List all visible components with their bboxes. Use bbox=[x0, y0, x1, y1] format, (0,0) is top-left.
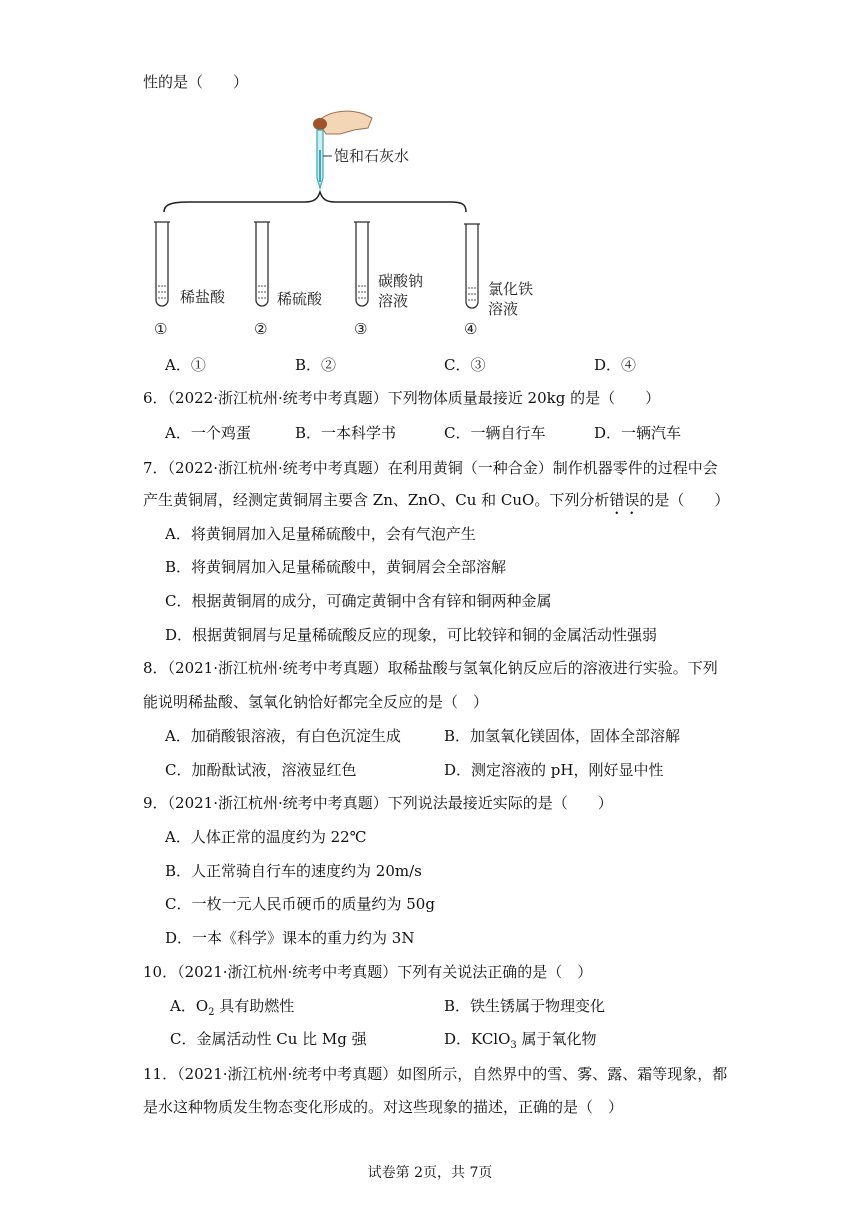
test-tube-1 bbox=[154, 222, 170, 306]
tube-4-label-line1: 氯化铁 bbox=[488, 280, 534, 298]
q10-option-d-post: 属于氧化物 bbox=[516, 1030, 597, 1048]
test-tubes-illustration bbox=[150, 100, 530, 345]
tube-1-number: ① bbox=[154, 320, 168, 338]
tube-3-label-line1: 碳酸钠 bbox=[378, 272, 424, 290]
q6-option-d[interactable]: D．一辆汽车 bbox=[594, 424, 682, 442]
q7-stem-line1: 7．（2022·浙江杭州·统考中考真题）在利用黄铜（一种合金）制作机器零件的过程中会 bbox=[143, 459, 718, 477]
q5-option-c[interactable]: C．③ bbox=[444, 356, 486, 374]
q6-option-b[interactable]: B．一本科学书 bbox=[295, 424, 397, 442]
q7-stem-line2 bbox=[143, 490, 729, 518]
dropper-label: 饱和石灰水 bbox=[334, 147, 410, 165]
q10-option-d-pre: D．KClO bbox=[444, 1030, 511, 1048]
q11-stem-line2: 是水这种物质发生物态变化形成的。对这些现象的描述，正确的是（ ） bbox=[143, 1098, 624, 1116]
brace bbox=[164, 192, 466, 212]
q6-option-a[interactable]: A．一个鸡蛋 bbox=[165, 424, 251, 442]
q7-option-c[interactable]: C．根据黄铜屑的成分，可确定黄铜中含有锌和铜两种金属 bbox=[165, 592, 552, 610]
page-footer: 试卷第 2页，共 7页 bbox=[367, 1165, 493, 1181]
q7-emphasis-word: 错误 bbox=[609, 491, 640, 509]
q6-option-c[interactable]: C．一辆自行车 bbox=[444, 424, 546, 442]
q8-stem-line1: 8．（2021·浙江杭州·统考中考真题）取稀盐酸与氢氧化钠反应后的溶液进行实验。下列 bbox=[143, 659, 718, 677]
q8-option-d[interactable]: D．测定溶液的 pH，刚好显中性 bbox=[444, 761, 664, 779]
tube-3-number: ③ bbox=[354, 320, 368, 338]
q9-stem: 9．（2021·浙江杭州·统考中考真题）下列说法最接近实际的是（ ） bbox=[143, 794, 613, 812]
q10-option-d-sub: 3 bbox=[510, 1040, 517, 1051]
tube-2-label: 稀硫酸 bbox=[277, 290, 323, 308]
tube-4-number: ④ bbox=[464, 320, 478, 338]
q5-option-a[interactable]: A．① bbox=[165, 356, 206, 374]
tube-2-number: ② bbox=[254, 320, 268, 338]
q8-stem-line2: 能说明稀盐酸、氢氧化钠恰好都完全反应的是（ ） bbox=[143, 693, 489, 711]
test-tube-2 bbox=[254, 222, 270, 306]
q8-option-c[interactable]: C．加酚酞试液，溶液显红色 bbox=[165, 761, 357, 779]
test-tube-3 bbox=[354, 222, 370, 306]
dropper-bulb bbox=[313, 118, 327, 130]
q7-stem-line2-a: 产生黄铜屑，经测定黄铜屑主要含 Zn、ZnO、Cu 和 CuO。下列分析 bbox=[143, 491, 610, 509]
q10-option-a-post: 具有助燃性 bbox=[214, 997, 295, 1015]
q6-stem: 6．（2022·浙江杭州·统考中考真题）下列物体质量最接近 20kg 的是（ ） bbox=[143, 389, 661, 407]
experiment-figure bbox=[150, 100, 534, 345]
q7-stem-line2-b: 的是（ ） bbox=[639, 491, 730, 509]
q11-stem-line1: 11．（2021·浙江杭州·统考中考真题）如图所示，自然界中的雪、雾、露、霜等现象，都 bbox=[143, 1065, 728, 1083]
q8-option-b[interactable]: B．加氢氧化镁固体，固体全部溶解 bbox=[444, 727, 681, 745]
q5-option-b[interactable]: B．② bbox=[295, 356, 337, 374]
test-tube-4 bbox=[464, 224, 480, 308]
q5-option-d[interactable]: D．④ bbox=[594, 356, 637, 374]
q10-stem: 10．（2021·浙江杭州·统考中考真题）下列有关说法正确的是（ ） bbox=[143, 963, 593, 981]
tube-4-label-line2: 溶液 bbox=[488, 300, 519, 318]
q10-option-d[interactable] bbox=[444, 1029, 597, 1056]
q9-option-a[interactable]: A．人体正常的温度约为 22℃ bbox=[165, 828, 367, 846]
q7-option-a[interactable]: A．将黄铜屑加入足量稀硫酸中，会有气泡产生 bbox=[165, 525, 476, 543]
q5-stem-continuation: 性的是（ ） bbox=[143, 73, 249, 91]
tube-1-label: 稀盐酸 bbox=[180, 288, 226, 306]
q9-option-b[interactable]: B．人正常骑自行车的速度约为 20m/s bbox=[165, 862, 422, 880]
q8-option-a[interactable]: A．加硝酸银溶液，有白色沉淀生成 bbox=[165, 727, 401, 745]
q10-option-b[interactable]: B．铁生锈属于物理变化 bbox=[444, 997, 606, 1015]
tube-3-label-line2: 溶液 bbox=[378, 292, 409, 310]
q9-option-c[interactable]: C．一枚一元人民币硬币的质量约为 50g bbox=[165, 895, 435, 913]
q9-option-d[interactable]: D．一本《科学》课本的重力约为 3N bbox=[165, 929, 415, 947]
q10-option-a-pre: A．O bbox=[170, 997, 209, 1015]
q10-option-a[interactable] bbox=[170, 996, 294, 1023]
q10-option-a-sub: 2 bbox=[208, 1007, 215, 1018]
q7-option-d[interactable]: D．根据黄铜屑与足量稀硫酸反应的现象，可比较锌和铜的金属活动性强弱 bbox=[165, 626, 658, 644]
q10-option-c[interactable]: C．金属活动性 Cu 比 Mg 强 bbox=[170, 1030, 367, 1048]
q7-option-b[interactable]: B．将黄铜屑加入足量稀硫酸中，黄铜屑会全部溶解 bbox=[165, 558, 507, 576]
